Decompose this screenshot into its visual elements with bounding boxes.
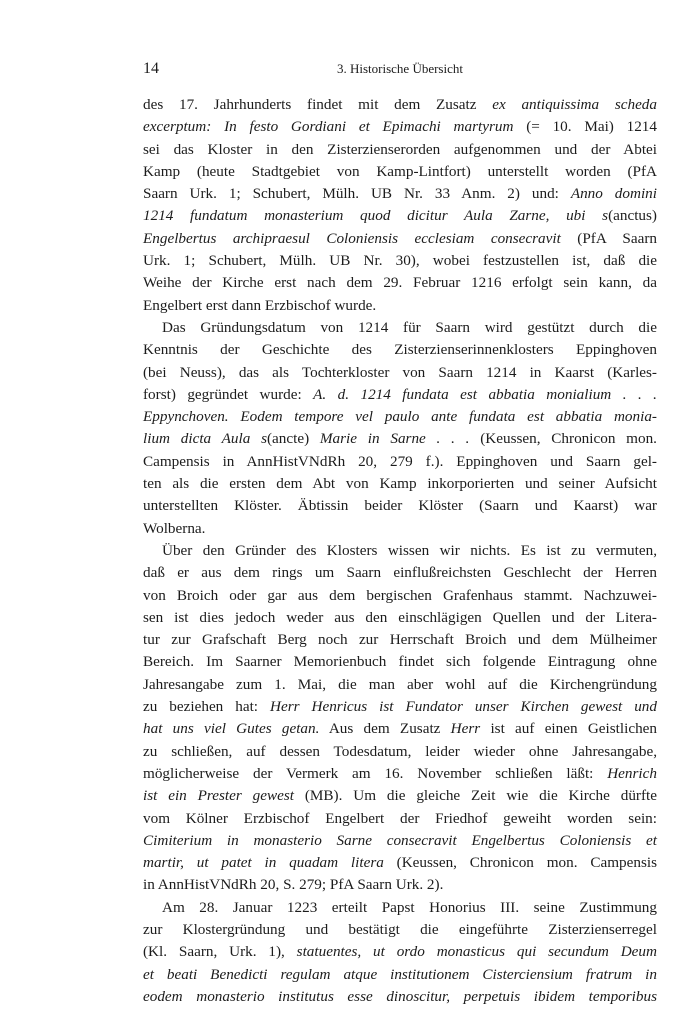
italic-text-segment: Engelbertus archipraesul Coloniensis ecclesiam consecravit	[143, 229, 561, 247]
text-line	[143, 919, 657, 941]
text-segment: in AnnHistVNdRh 20, S. 279; PfA Saarn Urk. 2).	[143, 876, 444, 894]
running-head	[143, 60, 657, 80]
text-line	[143, 696, 657, 718]
text-segment: (MB). Um die gleiche Zeit wie die Kirche dürfte	[293, 787, 657, 805]
italic-text-segment: 1214 fundatum monasterium quod dicitur Aula Zarne, ubi s	[143, 207, 609, 225]
text-segment: vom Kölner Erzbischof Engelbert der Friedhof geweiht worden sein:	[143, 809, 657, 827]
section-title: 3. Historische Übersicht	[336, 61, 463, 76]
italic-text-segment: statuentes, ut ordo monasticus qui secundum Deum	[296, 943, 657, 961]
page-number: 14	[143, 60, 159, 77]
text-segment: Das Gründungsdatum von 1214 für Saarn wird gestützt durch die	[162, 318, 657, 336]
text-line	[143, 808, 657, 830]
text-line	[143, 629, 657, 651]
italic-text-segment: ex antiquissima scheda	[492, 96, 657, 113]
text-line	[143, 540, 657, 562]
text-line	[143, 651, 657, 673]
text-line	[143, 785, 657, 807]
text-segment: ist auf einen Geistlichen	[480, 720, 657, 738]
text-line	[143, 183, 657, 205]
text-line	[143, 205, 657, 227]
text-segment: zu beziehen hat:	[143, 698, 270, 716]
text-segment: Aus dem Zusatz	[319, 720, 451, 738]
text-line	[143, 428, 657, 450]
italic-text-segment: A. d. 1214 fundata est abbatia monialium . . .	[313, 385, 657, 403]
text-line	[143, 250, 657, 272]
text-line	[143, 741, 657, 763]
text-segment: zur Klostergründung und bestätigt die eingeführte Zisterzienserregel	[143, 920, 657, 938]
text-line	[143, 94, 657, 116]
text-segment: Jahresangabe zum 1. Mai, die man aber wohl auf die Kirchengründung	[143, 675, 657, 693]
text-line	[143, 406, 657, 428]
text-segment: daß er aus dem rings um Saarn einflußreichsten Geschlecht der Herren	[143, 564, 657, 582]
text-line	[143, 295, 657, 317]
text-segment: ten als die ersten dem Abt von Kamp inkorporierten und seiner Aufsicht	[143, 475, 657, 493]
text-line	[143, 585, 657, 607]
text-line	[143, 362, 657, 384]
text-line	[143, 830, 657, 852]
text-segment: Wolberna.	[143, 519, 206, 537]
italic-text-segment: excerptum: In festo Gordiani et Epimachi martyrum	[143, 118, 514, 136]
text-line	[143, 228, 657, 250]
text-segment: von Broich oder gar aus dem bergischen Grafenhaus stammt. Nachzuwei-	[143, 586, 657, 604]
text-line	[143, 964, 657, 986]
text-segment: Kenntnis der Geschichte des Zisterzienserinnenklosters Eppinghoven	[143, 341, 657, 359]
text-segment: Über den Gründer des Klosters wissen wir nichts. Es ist zu vermuten,	[162, 541, 657, 559]
italic-text-segment: eodem monasterio institutus esse dinoscitur, perpetuis ibidem temporibus	[143, 987, 657, 1005]
text-line	[143, 763, 657, 785]
text-segment: (Kl. Saarn, Urk. 1),	[143, 943, 297, 961]
text-line	[143, 139, 657, 161]
text-line	[143, 272, 657, 294]
text-segment: tur zur Grafschaft Berg noch zur Herrschaft Broich und dem Mülheimer	[143, 631, 657, 649]
text-line	[143, 562, 657, 584]
text-line	[143, 718, 657, 740]
text-line	[143, 874, 657, 896]
text-line	[143, 116, 657, 138]
text-segment: (anctus)	[608, 207, 657, 225]
italic-text-segment: Anno domini	[570, 185, 657, 203]
text-segment: unterstellten Klöster. Äbtissin beider Klöster (Saarn und Kaarst) war	[143, 497, 657, 515]
text-line	[143, 495, 657, 517]
text-segment: Engelbert erst dann Erzbischof wurde.	[143, 296, 377, 314]
text-line	[143, 339, 657, 361]
text-line	[143, 674, 657, 696]
text-segment: Am 28. Januar 1223 erteilt Papst Honorius III. seine Zustimmung	[162, 898, 657, 916]
text-segment: sen ist dies jedoch weder aus den einschlägigen Quellen und der Litera-	[143, 608, 657, 626]
italic-text-segment: Marie in Sarne . . .	[319, 430, 470, 448]
italic-text-segment: Cimiterium in monasterio Sarne consecravit Engelbertus Coloniensis et	[143, 831, 657, 849]
text-line	[143, 941, 657, 963]
text-line	[143, 518, 657, 540]
text-segment: zu schließen, auf dessen Todesdatum, leider wieder ohne Jahresangabe,	[143, 742, 657, 760]
italic-text-segment: Herr	[450, 720, 481, 738]
text-line	[143, 451, 657, 473]
italic-text-segment: Henrich	[607, 764, 657, 782]
text-segment: möglicherweise der Vermerk am 16. November schließen läßt:	[143, 764, 608, 782]
text-line	[143, 986, 657, 1008]
italic-text-segment: Eppynchoven. Eodem tempore vel paulo ante fundata est abbatia monia-	[143, 408, 657, 426]
text-line	[143, 473, 657, 495]
text-segment: Campensis in AnnHistVNdRh 20, 279 f.). Eppinghoven und Saarn gel-	[143, 452, 657, 470]
text-segment: Weihe der Kirche erst nach dem 29. Februar 1216 erfolgt sein kann, da	[143, 274, 657, 292]
text-line	[143, 607, 657, 629]
text-line	[143, 161, 657, 183]
text-segment: Saarn Urk. 1; Schubert, Mülh. UB Nr. 33 Anm. 2) und:	[143, 185, 571, 203]
text-segment: (PfA Saarn	[560, 229, 657, 247]
text-line	[143, 897, 657, 919]
text-segment: (Keussen, Chronicon mon.	[469, 430, 657, 448]
italic-text-segment: lium dicta Aula s	[143, 430, 267, 448]
text-segment: Bereich. Im Saarner Memorienbuch findet sich folgende Eintragung ohne	[143, 653, 657, 671]
text-line	[143, 384, 657, 406]
text-line	[143, 317, 657, 339]
text-segment: (= 10. Mai) 1214	[513, 118, 657, 136]
italic-text-segment: ist ein Prester gewest	[143, 787, 294, 805]
text-segment: forst) gegründet wurde:	[143, 385, 314, 403]
text-segment: Kamp (heute Stadtgebiet von Kamp-Lintfort) unterstellt worden (PfA	[143, 162, 657, 180]
italic-text-segment: et beati Benedicti regulam atque institutionem Cisterciensium fratrum in	[143, 965, 657, 983]
text-segment: (bei Neuss), das als Tochterkloster von Saarn 1214 in Kaarst (Karles-	[143, 363, 657, 381]
body-text	[143, 94, 657, 1008]
italic-text-segment: martir, ut patet in quadam litera	[143, 854, 384, 872]
text-line	[143, 852, 657, 874]
italic-text-segment: Herr Henricus ist Fundator unser Kirchen gewest und	[270, 698, 657, 716]
text-segment: Urk. 1; Schubert, Mülh. UB Nr. 30), wobei festzustellen ist, daß die	[143, 252, 657, 270]
text-segment: (Keussen, Chronicon mon. Campensis	[383, 854, 657, 872]
text-segment: des 17. Jahrhunderts findet mit dem Zusatz	[143, 96, 493, 113]
italic-text-segment: hat uns viel Gutes getan.	[143, 720, 320, 738]
text-segment: sei das Kloster in den Zisterzienserorden aufgenommen und der Abtei	[143, 140, 657, 158]
text-segment: (ancte)	[266, 430, 320, 448]
